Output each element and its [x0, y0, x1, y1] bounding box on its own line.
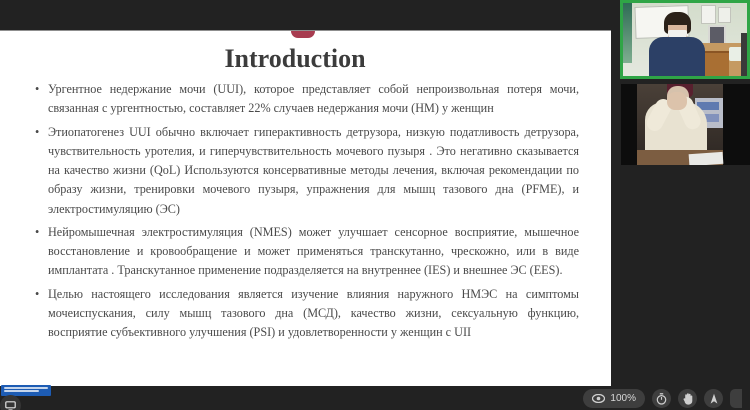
- slide-bullet: • Целью настоящего исследования является изучение влияния наружного НМЭС на симптомы мочеиспускания, силу мышц тазового дна (МСД), качество жизни, сексуальную функцию, восприятие субъективного улучшения (PSI) и удовлетворенности у женщин с UII: [48, 285, 579, 343]
- slide-title: Introduction: [224, 44, 366, 73]
- slide-bullet-list: [0, 80, 611, 342]
- more-tools-button[interactable]: [730, 389, 742, 408]
- slide-bullet: • Нейромышечная электростимуляция (NMES) может улучшает сенсорное восприятие, мышечное восстановление и кровообращение и может применяться транскутанно, чрескожно, или в виде имплантата . Транскутанное применение подразделяется на внутреннее (IES) и внешнее ЭС (EES).: [48, 223, 579, 281]
- zoom-level-button[interactable]: [583, 389, 645, 408]
- video1-wall-paper: [701, 5, 716, 24]
- pointer-icon: [709, 393, 719, 405]
- raise-hand-icon: [683, 393, 693, 405]
- video2-paper: [689, 152, 724, 165]
- timer-button[interactable]: [652, 389, 671, 408]
- pointer-button[interactable]: [704, 389, 723, 408]
- video1-chair: [741, 33, 749, 78]
- eye-icon: [592, 394, 605, 403]
- slide-accent-shape: [291, 31, 315, 38]
- participant-video-active-speaker[interactable]: [620, 0, 750, 79]
- viewer-controls: [583, 389, 742, 408]
- shared-screen-slide: [0, 30, 611, 386]
- timer-icon: [656, 393, 667, 405]
- zoom-level-label: 100%: [610, 393, 636, 404]
- raise-hand-button[interactable]: [678, 389, 697, 408]
- video1-wall-poster: [623, 3, 632, 63]
- participant-video-second[interactable]: [621, 84, 750, 165]
- notification-text-line: [4, 390, 39, 392]
- video2-person-hands: [667, 92, 687, 110]
- video1-desk-drawer: [703, 51, 729, 78]
- screen-share-button[interactable]: [0, 395, 21, 410]
- video2-feed-area: [637, 84, 723, 165]
- slide-bullet: • Этиопатогенез UUI обычно включает гиперактивность детрузора, низкую податливость детрузора, чувствительность уротелия, и гиперчувствительность мочевого пузыря . Это негативно сказывается на качество жизни (QoL) Используются консервативные методы лечения, включая рекомендации по образу жизни, тренировки мочевого пузыря, упражнения для мышц тазового дна (PFME), и электростимуляцию (ЭС): [48, 123, 579, 219]
- video1-person-torso: [649, 37, 705, 79]
- slide-bullet: • Ургентное недержание мочи (UUI), которое представляет собой непроизвольная потеря мочи, связанная с ургентностью, составляет 22% случаев недержания мочи (НМ) у женщин: [48, 80, 579, 119]
- monitor-icon: [5, 401, 16, 410]
- video1-wall-paper: [718, 7, 731, 23]
- notification-text-line: [4, 387, 48, 389]
